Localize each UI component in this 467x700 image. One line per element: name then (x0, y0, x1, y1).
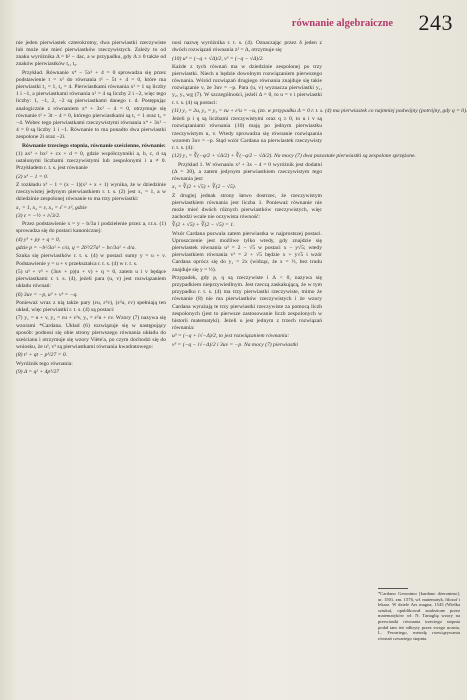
paragraph: Szuka się pierwiastków r. t. s. (4) w postaci sumy y = u + v. Podstawienie y = u + v przekształca r. t. s. (4) w r. t. s. (16, 253, 166, 267)
formula-line: (2) x³ − 1 = 0. (16, 173, 49, 180)
formula-line: u³ = (−q + i√−Δ)/2, to jest rozwiązaniem równania: (172, 333, 290, 340)
paragraph: Wyróżnik tego równania: (16, 360, 73, 367)
page-header (0, 6, 467, 38)
formula-line: (10) u³ = (−q + √Δ)/2, v³ = (−q − √Δ)/2. (172, 55, 264, 62)
footnote-rule (378, 588, 408, 589)
paragraph: Z drugiej jednak strony łatwo dostrzec, że rzeczywistym pierwiastkiem równania jest liczba 1. Ponieważ równanie nie może mieć dwóch różnych pierwiastków rzeczywistych, więc zachodzi wcale nie oczywista równość: (172, 192, 322, 221)
paragraph: nosi nazwę wyróżnika r. t. s. (4). Oznaczając przez δ jeden z dwóch rozwiązań równania z² = Δ, otrzymuje się (172, 40, 322, 54)
paragraph: Przykład. Równanie x⁴ − 5x² + 4 = 0 sprowadza się przez podstawienie t = x² do równania t² − 5t + 4 = 0, które ma pierwiastki t₁ = 1, t₂ = 4. Pierwiastkami równania x² = 1 są liczby 1 i −1, a pierwiastkami równania x² = 4 są liczby 2 i −2, więc tego liczby: 1, −1, 2, −2 są pierwiastkami danego r. d. Postępując analogicznie z równaniem x⁴ + 3x² − 4 = 0, otrzymuje się równanie t² + 3t − 4 = 0, którego pierwiastkami są t₁ = 1 oraz t₂ = −4. Wobec tego pierwiastkami rzeczywistymi równania x⁴ + 3x² − 4 = 0 są liczby 1 i −1. Równanie to ma ponadto dwa pierwiastki zespolone 2i oraz −2i. (16, 69, 166, 141)
formula-line: (11) y₁ = 2u, y₂ = y₃ = εu + ε²u = −u, (zn. w przypadku Δ = 0 r. t. s. (4) ma pierwiastek co najmniej podwójny (potrójny, gdy q = 0). (172, 107, 467, 114)
formula-line: (3) ε = −½ + i√3/2. (16, 212, 61, 219)
formula-line: ∛(2 + √5) + ∛(2 − √5) = 1. (172, 222, 235, 229)
paragraph: Ponieważ wraz z nią także pary (εu, ε²v), (ε²u, εv) spełniają ten układ, więc pierwiastki r. t. s. (4) są postaci: (16, 299, 166, 314)
paragraph: Z rozkładu x³ − 1 = (x − 1)(x² + x + 1) wynika, że w dziedzinie rzeczywistej jedynym pierwiastkiem r. t. s. (2) jest x₁ = 1, a w dziedzinie zespolonej równanie to ma trzy pierwiastki: (16, 181, 166, 203)
formula-line: x₁ = ∛(2 + √5) + ∛(2 − √5). (172, 184, 237, 191)
footnote-column (378, 588, 460, 643)
paragraph: (7) y₁ = u + v, y₂ = εu + ε²v, y₃ = ε²u + εv. Wzory (7) nazywa się wzorami *Cardana. Układ (6) rozwiązuje się w następujący sposób: podnosi się obie strony pierwszego równania układu do sześcianu i otrzymuje się wzory Viète'a, po czym dochodzi się do wniosku, że u³, v³ są pierwiastkami równania kwadratowego: (16, 315, 166, 351)
paragraph: (5) u³ + v³ + (3uv + p)(u + v) + q = 0, zatem u i v będące pierwiastkami r. t. s. (4), jeżeli para (u, v) jest rozwiązaniem układu równań: (16, 268, 166, 290)
formula-line: (6) 3uv = −p, u³ + v³ = −q. (16, 291, 78, 298)
paragraph: Przypadek, gdy p, q są rzeczywiste i Δ < 0, nazywa się przypadkiem nieprzywiedlnym. Jest rzeczą zaskakującą, że w tym przypadku r. t. s. (4) ma trzy pierwiastki rzeczywiste, mimo że równanie (8) nie ma pierwiastków rzeczywistych i że wzory Cardana wyrażają te trzy pierwiastki rzeczywiste za pomocą liczb zespolonych (jest to pierwsze zastosowanie liczb zespolonych w historii matematyki). Jeżeli u jest jednym z trzech rozwiązań równania: (172, 274, 322, 331)
formula-line: (8) t² + qt − p³/27 = 0. (16, 352, 68, 359)
formula-line: (9) Δ = q² + 4p³/27 (16, 369, 60, 376)
left-text-column (16, 40, 166, 377)
paragraph: Wzór Cardana pozwala zatem pierwiastka w najprostszej postaci. Uproszczenie jest możliwe tylko wtedy, gdy znajdzie się pierwiastek równania u³ = 2 − √5 w postaci x − y√5; wtedy pierwiastkiem równania v³ = 2 + √5 będzie x + y√5 i wzór Cardana oprócz się do y₁ = 2x (widząc, że x = ½, bez trudu znajduje się y = ½). (172, 230, 322, 273)
formula-line: x₁ = 1, x₂ = ε, x₃ = ε̄ = ε², gdzie (16, 204, 87, 211)
paragraph: Jeżeli p i q są liczbami rzeczywistymi oraz q ≥ 0, to u i v są rozwiązaniami równania (10) mają po jednym pierwiastku rzeczywistym u, v. Wtedy sprowadza się równanie rozwiązania wzorem 3uv = −p. Stąd wzór Cardana na pierwiastek rzeczywisty r. t. s. (4): (172, 116, 322, 151)
formula-line: (4) y³ + py + q = 0, (16, 236, 61, 243)
paragraph: (1) ax³ + bx² + cx + d = 0, gdzie współczynniki a, b, c, d są ustalonymi liczbami rzeczywistymi lub zespolonymi i a ≠ 0. Przykładem r. t. s. jest równanie (16, 150, 166, 172)
formula-line: (12) y₁ = ∛(−q/2 + √Δ/2) + ∛(−q/2 − √Δ/2). Na mocy (7) dwa pozostałe pierwiastki są zespolone sprzężone. (172, 153, 416, 160)
running-title: równanie algebraiczne (291, 18, 393, 29)
paragraph: nie jeden pierwiastek czterokrotny, dwa pierwiastki rzeczywiste lub może nie mieć pierwiastków rzeczywistych. Zależy to od znaku wyróżnika Δ = b² − 4ac, a w przypadku, gdy Δ ≥ 0 także od znaków pierwiastków t₁, t₂. (16, 40, 166, 68)
paragraph: Każde z tych równań ma w dziedzinie zespolonej po trzy pierwiastki. Niech u będzie dowolnym rozwiązaniem pierwszego równania. Wśród rozwiązań drugiego równania znajduje się takie rozwiązanie v, że 3uv = −p. Para (u, v) wyznacza pierwiastki y₁, y₂, y₃ wg (7). W szczególności, jeżeli Δ = 0, to u = v i pierwiastki r. t. s. (4) są postaci: (172, 63, 322, 106)
middle-text-column (172, 40, 467, 350)
paragraph: Przez podstawienie x = y − b/3a i podzielenie przez a, r.t.s. (1) sprowadza się do postaci kanonicznej: (16, 221, 166, 235)
page-number: 243 (418, 10, 453, 35)
paragraph: Przykład 1. W równaniu x³ + 3x − 4 = 0 wyróżnik jest dodatni (Δ = 20), a zatem jedynym pierwiastkiem rzeczywistym tego równania jest: (172, 161, 322, 182)
footnote-text: *Cardano Geronimo [kardano dżeronimo], ur. 1501, zm. 1576, wł. matematyk, filozof i lekarz. W dziele Ars magna, 1545 (Wielka sztuka), opublikował znalezione przez matematyków wł. N. Tartaglię wzory na pierwiastki równania trzeciego stopnia podał tam też odkryty przez swego ucznia, L. Ferrariego, metodę rozwiązywania równań czwartego stopnia. (378, 591, 460, 641)
formula-line: v³ = (−q − i√−Δ)/2 i 3uv = −p. Na mocy (7) pierwiastki (172, 341, 298, 348)
formula-line: gdzie p = −b²/3a² + c/a, q = 2b³/27a³ − bc/3a² + d/a. (16, 245, 136, 252)
section-heading: Równanie trzeciego stopnia, równanie sześcienne, równanie: (22, 142, 166, 149)
